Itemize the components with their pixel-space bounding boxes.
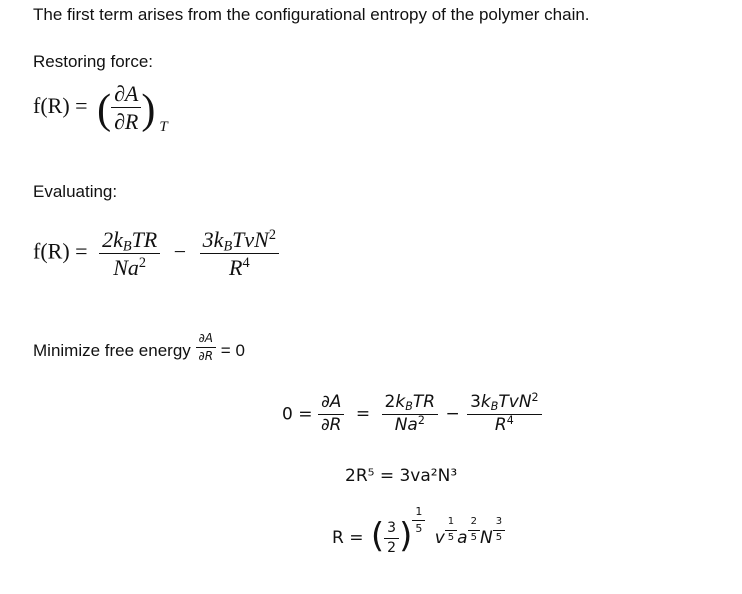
minimize-denominator: ∂R [198, 348, 214, 363]
evaluating-minus: − [173, 238, 187, 264]
result-exp-numerator: 1 [415, 504, 423, 518]
result-v-exp-den: 5 [447, 531, 455, 543]
intro-text: The first term arises from the configurational entropy of the polymer chain. [33, 5, 590, 24]
result-frac-numerator: 3 [387, 519, 397, 536]
equation-zero [282, 390, 542, 435]
equation-result: R = ( $\frac{3}{2}$ ) $\frac{1}{5}$ v $\frac{1}{5}$ a $\frac{2}{5}$ N $\frac{3}{5}$ [332, 512, 505, 552]
zero-term2-denominator: $R^4$ [494, 413, 514, 435]
result-n-exp-num: 3 [495, 516, 503, 527]
zero-eq: = [355, 404, 371, 425]
evaluating-label: Evaluating: [33, 182, 118, 201]
evaluating-lhs: f(R) = [33, 238, 88, 264]
zero-term1-denominator: Na$^2$ [394, 413, 425, 435]
minimize-label: Minimize free energy [33, 340, 191, 360]
result-a-exp-num: 2 [470, 516, 477, 527]
result-exp-denominator: 5 [415, 521, 423, 535]
result-n-exp-den: 5 [495, 531, 503, 543]
minimize-rhs: = 0 [220, 340, 245, 360]
evaluating-term2-denominator: $R^4$ [229, 255, 250, 281]
result-v-exp-num: 1 [447, 516, 455, 527]
equation-restoring-force: f(R) = ( $\frac{\partial A}{\partial R}$ ) $_T$ [33, 81, 168, 135]
zero-lhs: 0 = [282, 404, 313, 425]
restoring-label: Restoring force: [33, 52, 153, 71]
restoring-subscript: T [159, 118, 168, 135]
minimize-numerator: ∂A [198, 331, 213, 345]
zero-term2-numerator: $3k_BTvN^2$ [470, 390, 539, 413]
equation-power [345, 466, 457, 486]
power-equation-text: 2R⁵ = 3va²N³ [345, 466, 458, 486]
evaluating-term1-denominator: Na$^2$ [113, 255, 147, 281]
restoring-lhs: f(R) = [33, 92, 88, 118]
zero-numerator: ∂A [320, 392, 342, 412]
equation-evaluating [33, 228, 279, 279]
result-a-exp-den: 5 [470, 531, 477, 543]
minimize-line [33, 332, 245, 362]
zero-minus: − [445, 404, 460, 425]
evaluating-term2-numerator: $3k_BTvN^2$ [202, 227, 277, 255]
evaluating-term1-numerator: $2k_BTR$ [102, 227, 158, 255]
result-lhs: R = [332, 528, 364, 548]
result-product: v $\frac{1}{5}$ a $\frac{2}{5}$ N $\frac{3}{5}$ [435, 528, 505, 548]
result-frac-denominator: 2 [387, 539, 397, 556]
zero-denominator: ∂R [320, 414, 342, 435]
restoring-denominator: ∂R [114, 109, 139, 135]
zero-term1-numerator: $2k_BTR$ [384, 392, 436, 413]
restoring-numerator: ∂A [114, 81, 139, 106]
